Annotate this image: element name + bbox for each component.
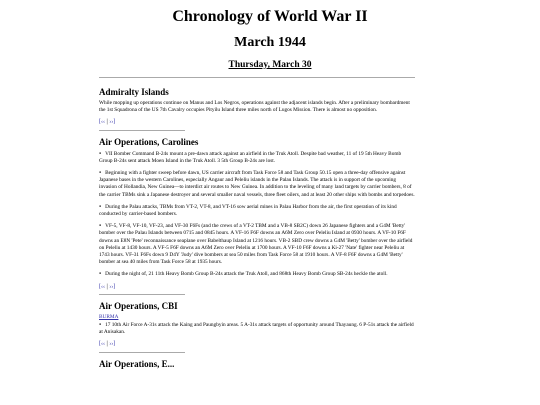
page-title: Chronology of World War II: [172, 8, 368, 25]
prev-link[interactable]: [‹‹: [99, 283, 105, 290]
nav-separator: |: [106, 341, 108, 348]
section-nav: [99, 119, 415, 126]
next-link[interactable]: ››]: [109, 119, 116, 126]
section-air-operations-carolines: [99, 137, 415, 295]
section-air-operations-next: [99, 359, 415, 370]
section-heading: Air Operations, Carolines: [99, 136, 199, 147]
month-heading: March 1944: [234, 35, 306, 50]
prev-link[interactable]: [‹‹: [99, 341, 105, 348]
list-item: ● During the Palau attacks, TBMs from VT-2, VT-8, and VT-16 sow aerial mines in Palau Harbor from the air, the first operation of its kind conducted by carrier-based bombers.: [99, 203, 415, 218]
header-divider: [99, 77, 415, 78]
next-link[interactable]: ››]: [109, 341, 116, 348]
section-air-operations-cbi: [99, 301, 415, 353]
list-item: ● VII Bomber Command B-24s mount a pre-dawn attack against an airfield in the Truk Atoll. Despite bad weather, 11 of 19 5th Heavy Bomb Group B-24s sent attack Moen Island in the Truk Atoll. 3 5th Group B-24s are lost.: [99, 150, 415, 165]
prev-link[interactable]: [‹‹: [99, 119, 105, 126]
subheading-link-burma[interactable]: BURMA: [99, 313, 119, 320]
date-heading: Thursday, March 30: [228, 60, 312, 70]
section-heading: Air Operations, CBI: [99, 300, 178, 311]
section-divider: [99, 352, 185, 353]
section-nav: [99, 341, 415, 348]
entry-list: [99, 321, 415, 336]
main-content: [99, 87, 415, 372]
list-item: ● During the night of, 21 11th Heavy Bomb Group B-24s attack the Truk Atoll, and 868th Heavy Bomb Group SB-24s heckle the atoll.: [99, 270, 415, 278]
section-divider: [99, 294, 185, 295]
section-nav: [99, 284, 415, 291]
entry-list: [99, 150, 415, 279]
list-item: ● Beginning with a fighter sweep before dawn, US carrier aircraft from Task Force 58 and Task Group 50.15 open a three-day offensive against Japanese bases in the western Carolines, especially Angaur and Peleliu islands in the Palau Islands. The attack is in support of the upcoming invasion of Hollandia, New Guinea—to interdict air routes to New Guinea. In addition to the leveling of many land targets by carrier bombers, 8 of the carrier TBMs sink a Japanese destroyer and several smaller naval vessels, three fleet oilers, and at least 20 other ships with bombs and torpedoes.: [99, 169, 415, 199]
section-text: While mopping up operations continue on Manus and Los Negros, operations against the adjacent islands begin. After a preliminary bombardment the 1st Squadrona of the US 7th Cavalry occupies Pityilu Island three miles north of Lugos Mission. There is almost no opposition.: [99, 100, 410, 114]
list-item: ● VF-5, VF-8, VF-10, VF-23, and VF-30 F6Fs (and the crews of a VT-2 TBM and a VB-8 SB2C) down 26 Japanese fighters and a G4M 'Betty' bomber over the Palau Islands between 0715 and 0845 hours. A VF-16 F6F downs an A6M Zero over Peleliu Island at 0930 hours. A VF-10 F6F downs an E8N 'Pete' reconnaissance seaplane over Babelthaup Island at 1216 hours. VB-2 SBD crew downs a G4M 'Betty' bomber over the airfield on Peleliu at 1430 hours. A VF-5 F6F downs an A6M Zero over Peleliu at 1700 hours. A VF-10 F6F downs a Ki-27 'Nate' fighter near Peleliu at 1743 hours. VF-31 F6Fs down 9 D4Y 'Judy' dive bombers at sea 50 miles from Task Force 58 at 1910 hours. A VF-8 F6F downs a G4M 'Betty' bomber at sea 40 miles from Task Force 58 at 1935 hours.: [99, 222, 415, 266]
nav-separator: |: [106, 283, 108, 290]
section-heading: Admiralty Islands: [99, 87, 169, 97]
section-divider: [99, 130, 185, 131]
section-heading: Air Operations, E...: [99, 358, 175, 369]
nav-separator: |: [106, 119, 108, 126]
next-link[interactable]: ››]: [109, 283, 116, 290]
section-admiralty-islands: [99, 87, 415, 131]
list-item: ● 17 10th Air Force A-31s attack the Kaing and Paungbyin areas. 5 A-31s attack targets of opportunity around Thayaung. 6 P-51s attack the airfield at Anisakan.: [99, 321, 415, 336]
